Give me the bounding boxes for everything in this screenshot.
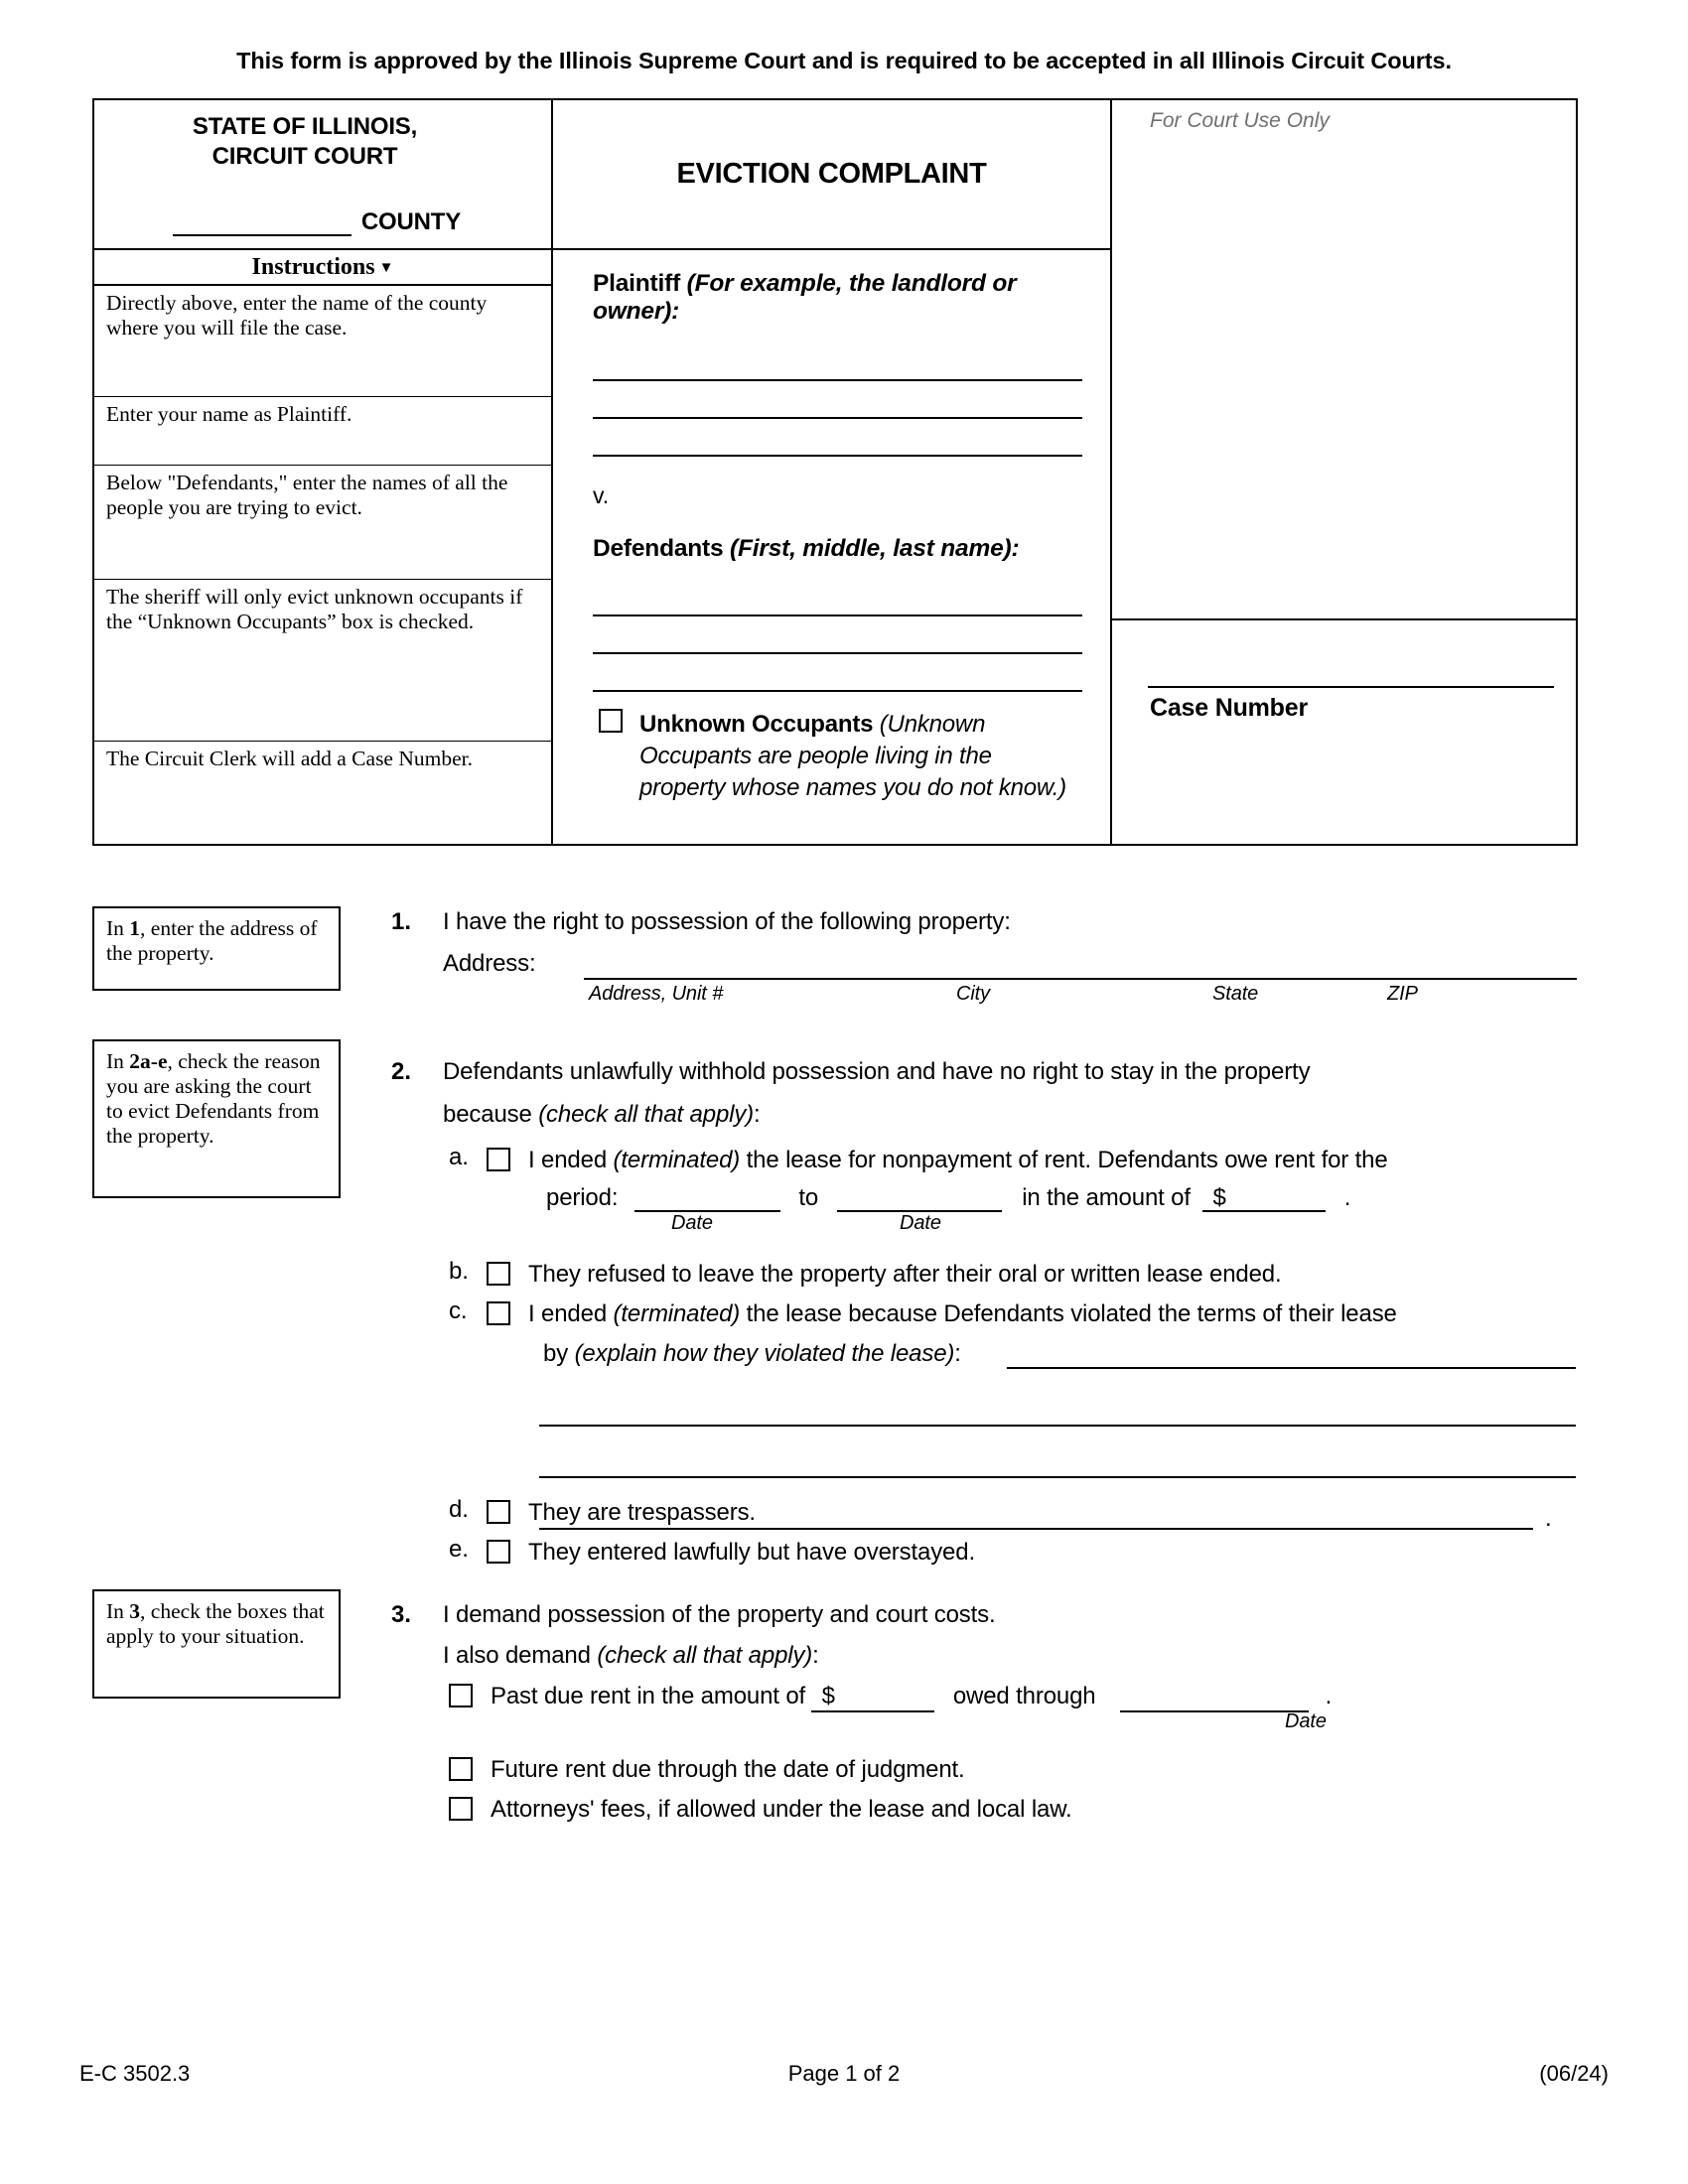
item-c-terminated: (terminated) [613,1300,741,1327]
owed-through-date-input[interactable] [1120,1684,1309,1712]
section-2-item-d-checkbox[interactable] [487,1500,510,1524]
state-title [94,112,551,171]
attorneys-fees-label: Attorneys' fees, if allowed under the lease and local law. [491,1796,1072,1823]
past-due-rent-checkbox[interactable] [449,1684,473,1707]
county-label: COUNTY [360,208,462,235]
side-note-1-rest: , enter the address of the property. [106,916,318,965]
period-end-date-label: Date [900,1212,941,1234]
section-3-line-2-tail: : [812,1642,819,1669]
item-c-explain-lead: by [543,1340,575,1367]
period-start-input[interactable] [634,1183,780,1212]
section-2-item-c-letter: c. [449,1297,468,1324]
section-2-check-all-hint: (check all that apply) [538,1101,755,1128]
section-2-item-e-letter: e. [449,1536,469,1563]
address-sublabel-city: City [956,983,991,1005]
page-title: EVICTION COMPLAINT [676,158,987,190]
section-2-line-2-tail: : [754,1101,761,1128]
caption-left-column [94,100,553,844]
unknown-occupants-row[interactable] [593,709,1082,804]
unknown-occupants-text [639,709,1082,804]
future-rent-label: Future rent due through the date of judgment. [491,1756,965,1783]
section-2-item-b-letter: b. [449,1258,469,1285]
future-rent-checkbox[interactable] [449,1757,473,1781]
section-3-item-attorneys-fees [449,1793,1072,1826]
section-3-number: 3. [391,1601,412,1628]
section-1-text: I have the right to possession of the following property: [443,908,1011,935]
instructions-header[interactable] [94,250,551,286]
section-3-item-future-rent [449,1753,965,1786]
plaintiff-heading [593,270,1082,326]
item-a-end-period: . [1343,1184,1351,1211]
section-3-check-all-hint: (check all that apply) [597,1642,813,1669]
item-c-explain-line-3[interactable] [539,1476,1576,1478]
state-line-2: CIRCUIT COURT [211,142,398,170]
past-due-rent-label: Past due rent in the amount of [491,1683,806,1709]
side-note-2-bold: 2a-e [129,1049,168,1073]
side-note-1-prefix: In [106,916,130,940]
section-1-address-label: Address: [443,950,536,977]
section-2-item-a [449,1144,1586,1176]
section-2-item-a-period-row [546,1183,1350,1212]
footer-revision-date: (06/24) [1539,2061,1609,2086]
address-sublabel-street: Address, Unit # [589,983,724,1005]
item-a-lead: I ended [528,1147,614,1173]
instruction-item-case-number: The Circuit Clerk will add a Case Number. [106,747,473,770]
item-c-explain-hint: (explain how they violated the lease) [574,1340,955,1367]
section-2-item-e [449,1536,1586,1569]
item-c-explain-line-2[interactable] [539,1425,1576,1427]
section-2-line-2-lead: because [443,1101,539,1128]
caption-middle-column [553,100,1112,844]
item-c-end-period: . [1545,1505,1552,1532]
defendants-label: Defendants [593,535,724,562]
defendant-line-1[interactable] [593,579,1082,616]
state-court-block [94,100,551,250]
attorneys-fees-checkbox[interactable] [449,1797,473,1821]
section-2-item-e-text: They entered lawfully but have overstayed. [528,1539,975,1566]
item-c-explain-tail: : [954,1340,961,1367]
chevron-down-icon: ▼ [378,259,394,276]
section-2-item-d-text: They are trespassers. [528,1499,756,1526]
section-2-item-d [449,1496,1586,1529]
section-2-item-b-text: They refused to leave the property after their oral or written lease ended. [528,1261,1282,1288]
plaintiff-line-3[interactable] [593,419,1082,457]
section-2-number: 2. [391,1058,412,1085]
address-sublabel-state: State [1212,983,1259,1005]
period-start-date-label: Date [671,1212,713,1234]
owed-through-label: owed through [952,1683,1096,1709]
approval-notice: This form is approved by the Illinois Supreme Court and is required to be accepted in all Illinois Circuit Courts. [236,48,1452,73]
period-end-input[interactable] [837,1183,1002,1212]
defendants-hint: (First, middle, last name): [730,535,1020,562]
county-input-blank[interactable] [173,208,352,236]
for-court-use-only-area [1112,100,1576,620]
versus-label: v. [593,482,610,508]
unknown-occupants-label: Unknown Occupants [639,711,874,738]
section-2-item-c-checkbox[interactable] [487,1301,510,1325]
footer-page-number: Page 1 of 2 [787,2061,901,2086]
spacer [593,804,1082,844]
section-2-item-c-explain [543,1340,961,1368]
section-2-item-a-checkbox[interactable] [487,1148,510,1171]
instruction-item-county: Directly above, enter the name of the county where you will file the case. [94,286,551,397]
unknown-occupants-hint: (Unknown Occupants are people living in the property whose names you do not know.) [639,711,1066,801]
side-note-3-prefix: In [106,1599,130,1623]
state-line-1: STATE OF ILLINOIS, [192,113,418,140]
plaintiff-label: Plaintiff [593,270,681,297]
instruction-item-plaintiff: Enter your name as Plaintiff. [94,397,551,466]
past-due-dollar-sign: $ [821,1683,835,1709]
section-3-line-2-lead: I also demand [443,1642,598,1669]
period-amount-input[interactable] [1202,1183,1326,1212]
side-note-3-rest: , check the boxes that apply to your situation. [106,1599,325,1648]
for-court-use-only-label: For Court Use Only [1150,109,1330,132]
section-1-number: 1. [391,908,412,935]
side-note-3-bold: 3 [129,1599,141,1623]
item-c-lead: I ended [528,1300,614,1327]
period-amount-label: in the amount of [1022,1184,1191,1211]
side-note-1-bold: 1 [129,916,141,940]
instructions-header-label: Instructions [251,253,375,280]
defendant-line-3[interactable] [593,654,1082,692]
item-a-tail: the lease for nonpayment of rent. Defendants owe rent for the [740,1147,1388,1173]
case-number-area [1112,620,1576,844]
side-note-1 [92,906,341,991]
past-due-rent-row [491,1680,1332,1712]
instruction-item-defendants: Below "Defendants," enter the names of all the people you are trying to evict. [94,466,551,580]
past-due-end-period: . [1325,1683,1333,1709]
plaintiff-line-2[interactable] [593,381,1082,419]
section-2-line-1: Defendants unlawfully withhold possession and have no right to stay in the property [443,1058,1311,1085]
period-label: period: [546,1184,619,1211]
parties-block [553,250,1110,844]
address-sublabel-zip: ZIP [1387,983,1418,1005]
form-title-block [553,100,1110,250]
past-due-rent-input[interactable] [811,1684,934,1712]
section-2-item-c-text [528,1297,1397,1330]
section-3-item-past-due-rent [449,1680,1332,1712]
plaintiff-hint: (For example, the landlord or owner): [593,270,1017,325]
defendant-line-2[interactable] [593,616,1082,654]
section-2-item-c [449,1297,1586,1330]
period-to-label: to [798,1184,819,1211]
section-2-item-b [449,1258,1586,1291]
section-2-item-a-text [528,1144,1388,1176]
section-1-address-line[interactable] [584,978,1577,980]
plaintiff-line-1[interactable] [593,343,1082,381]
section-2-item-b-checkbox[interactable] [487,1262,510,1286]
unknown-occupants-checkbox[interactable] [599,709,623,733]
item-c-explain-line-1[interactable] [1007,1367,1576,1369]
side-note-2-rest: , check the reason you are asking the court to evict Defendants from the property. [106,1049,321,1148]
section-3-line-2 [443,1642,819,1670]
caption-right-column [1112,100,1576,844]
footer-form-code: E-C 3502.3 [79,2061,191,2086]
section-2-item-a-letter: a. [449,1144,469,1170]
case-number-label: Case Number [1150,694,1308,722]
dollar-sign: $ [1212,1184,1226,1211]
side-note-2-prefix: In [106,1049,130,1073]
item-c-tail: the lease because Defendants violated the terms of their lease [740,1300,1397,1327]
item-a-terminated: (terminated) [613,1147,741,1173]
owed-through-date-label: Date [1285,1710,1327,1732]
side-note-3 [92,1589,341,1699]
section-2-item-d-letter: d. [449,1496,469,1523]
section-3-line-1: I demand possession of the property and court costs. [443,1601,996,1628]
side-note-2 [92,1039,341,1198]
instruction-item-unknown-occupants: The sheriff will only evict unknown occupants if the “Unknown Occupants” box is checked. [94,580,551,742]
section-2-item-e-checkbox[interactable] [487,1540,510,1564]
defendants-heading [593,535,1082,563]
county-row [94,208,551,236]
section-2-line-2 [443,1101,761,1129]
case-number-input-line[interactable] [1148,686,1554,688]
caption-table [92,98,1578,846]
